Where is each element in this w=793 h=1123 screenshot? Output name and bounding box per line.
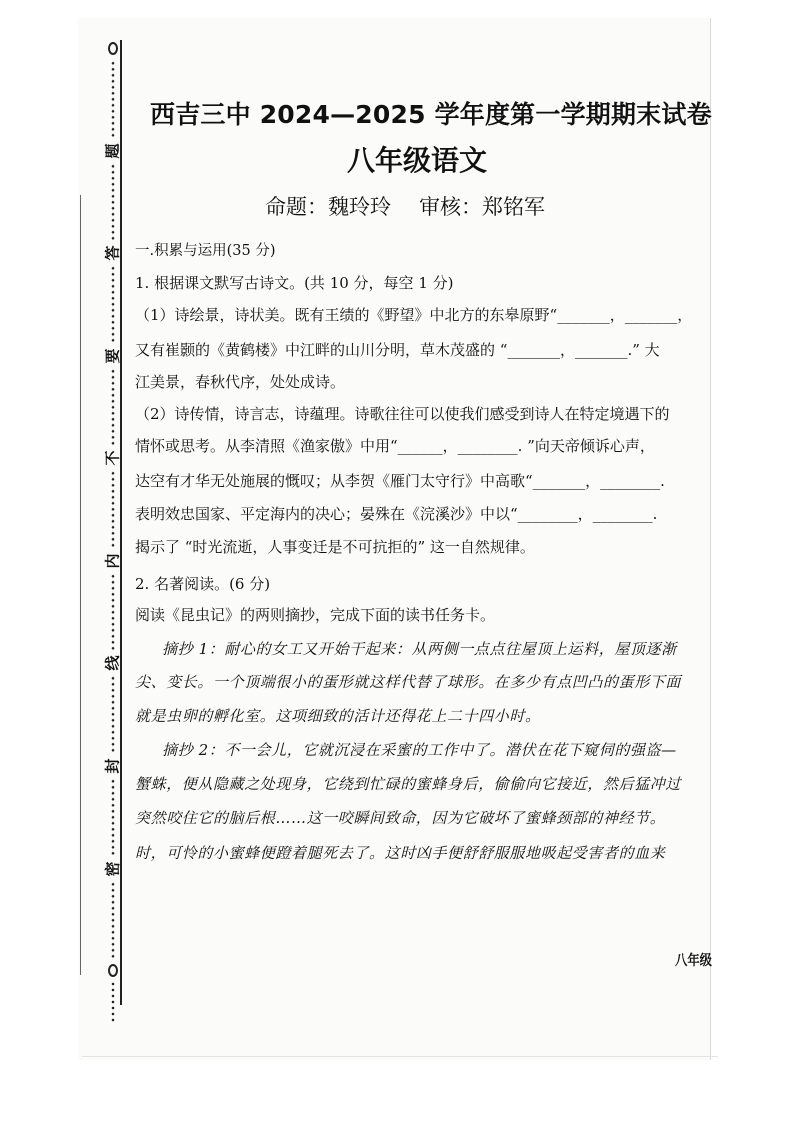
excerpt-1-line: 摘抄 1：耐心的女工又开始干起来：从两侧一点点往屋顶上运料，屋顶逐渐: [162, 640, 677, 658]
setter-label: 命题：魏玲玲: [265, 195, 391, 219]
excerpt-2-line: 蟹蛛，便从隐藏之处现身，它绕到忙碌的蜜蜂身后，偷偷向它接近，然后猛冲过: [135, 775, 682, 793]
q1-line: （1）诗绘景，诗状美。既有王绩的《野望》中北方的东皋原野“_______，_______，: [135, 306, 693, 324]
excerpt-1-line: 尖、变长。一个顶端很小的蛋形就这样代替了球形。在多少有点凹凸的蛋形下面: [135, 673, 682, 691]
margin-char: 封: [103, 758, 122, 774]
reviewer-label: 审核：郑铭军: [419, 195, 545, 219]
exam-subtitle: 八年级语文: [347, 144, 488, 177]
excerpt-2-line: 时，可怜的小蜜蜂便蹬着腿死去了。这时凶手便舒舒服服地吸起受害者的血来: [135, 844, 666, 862]
margin-char: 要: [103, 348, 122, 364]
section-heading: 一.积累与运用(35 分): [135, 243, 276, 259]
margin-char: 不: [103, 450, 122, 466]
q2-intro: 阅读《昆虫记》的两则摘抄，完成下面的读书任务卡。: [135, 606, 496, 624]
q1-line: 又有崔颢的《黄鹤楼》中江畔的山川分明，草木茂盛的 “_______，_______.” 大: [135, 341, 660, 359]
page-bottom-edge: [82, 1056, 718, 1057]
excerpt-1-line: 就是虫卵的孵化室。这项细致的活计还得花上二十四小时。: [135, 707, 541, 725]
page-footer-tag: 八年级: [675, 953, 713, 969]
q1-line: （2）诗传情，诗言志，诗蕴理。诗歌往往可以使我们感受到诗人在特定境遇下的: [135, 405, 670, 423]
margin-char: 题: [103, 143, 122, 159]
margin-char: 线: [103, 655, 122, 671]
q1-line: 揭示了 “时光流逝，人事变迁是不可抗拒的” 这一自然规律。: [135, 538, 535, 556]
q1-line: 情怀或思考。从李清照《渔家傲》中用“______，________. ”向天帝倾诉心声，: [135, 437, 655, 455]
q1-line: 达空有才华无处施展的慨叹；从李贺《雁门太守行》中高歌“_______，________.: [135, 472, 665, 490]
excerpt-2-line: 摘抄 2：不一会儿，它就沉浸在采蜜的工作中了。潜伏在花下窥伺的强盗—: [162, 741, 677, 759]
authors-line: [265, 192, 545, 222]
exam-title: 西吉三中 2024—2025 学年度第一学期期末试卷: [150, 100, 712, 129]
margin-char: 内: [103, 553, 122, 569]
q1-line: 江美景，春秋代序，处处成诗。: [135, 373, 346, 391]
q1-line: 表明效忠国家、平定海内的决心；晏殊在《浣溪沙》中以“________，________.: [135, 505, 658, 523]
margin-char: 答: [103, 245, 122, 261]
excerpt-2-line: 突然咬住它的脑后根……这一咬瞬间致命，因为它破坏了蜜蜂颈部的神经节。: [135, 809, 666, 827]
margin-char: 密: [103, 860, 122, 877]
question-1-heading: 1. 根据课文默写古诗文。(共 10 分，每空 1 分): [135, 274, 454, 292]
question-2-heading: 2. 名著阅读。(6 分): [135, 575, 271, 593]
